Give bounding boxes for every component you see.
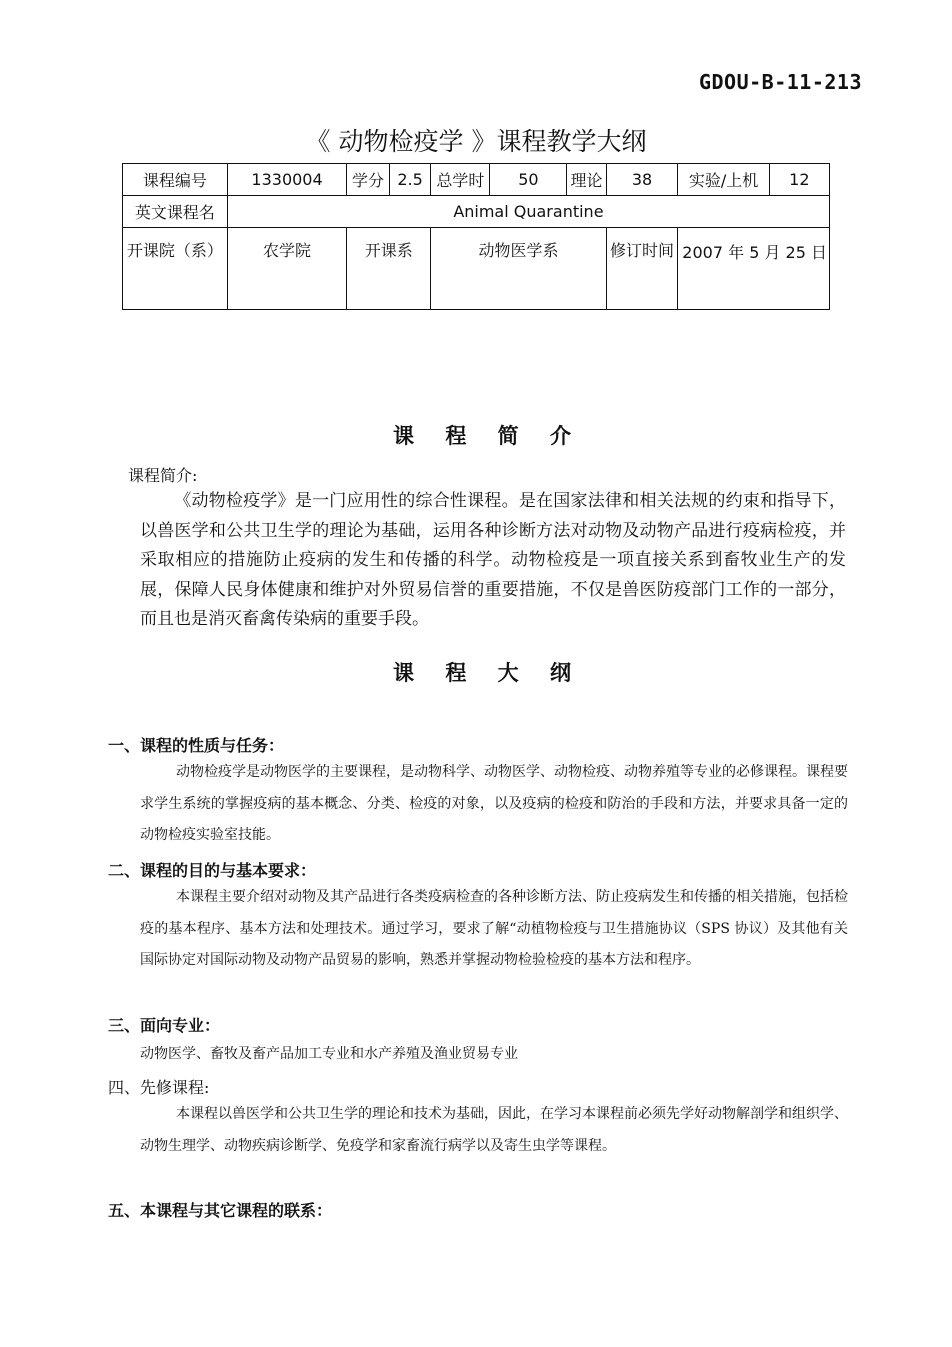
total-hours-label: 总学时 (431, 164, 490, 196)
outline-section-title: 课 程 大 纲 (393, 661, 583, 685)
outline-text-2-content: 本课程主要介绍对动物及其产品进行各类疫病检查的各种诊断方法、防止疫病发生和传播的相关措施，包括检疫的基本程序、基本方法和处理技术。通过学习，要求了解“动植物检疫与卫生措施协议（SPS 协议）及其他有关国际协定对国际动物及动物产品贸易的影响，熟悉并掌握动物检验检疫的基本方法和程序。 (140, 889, 848, 968)
document-code: GDOU-B-11-213 (698, 70, 862, 94)
intro-section-title: 课 程 简 介 (393, 424, 583, 448)
college-label: 开课院（系） (123, 228, 228, 310)
outline-heading-1: 一、课程的性质与任务： (108, 736, 285, 755)
outline-text-4-content: 本课程以兽医学和公共卫生学的理论和技术为基础，因此，在学习本课程前必须先学好动物解剖学和组织学、动物生理学、动物疾病诊断学、免疫学和家畜流行病学以及寄生虫学等课程。 (140, 1106, 848, 1154)
english-name-value: Animal Quarantine (227, 196, 829, 228)
outline-heading-5: 五、本课程与其它课程的联系： (108, 1201, 333, 1220)
theory-label: 理论 (567, 164, 606, 196)
intro-paragraph (140, 487, 846, 635)
theory-value: 38 (606, 164, 678, 196)
dept-value: 动物医学系 (431, 228, 606, 310)
revision-date: 2007 年 5 月 25 日 (678, 228, 830, 310)
outline-text-1 (140, 757, 848, 852)
outline-heading-3: 三、面向专业： (108, 1016, 221, 1035)
page-title: 《 动物检疫学 》课程教学大纲 (305, 127, 647, 156)
course-no-value: 1330004 (227, 164, 346, 196)
outline-text-2 (140, 882, 848, 977)
lab-label: 实验/上机 (678, 164, 769, 196)
english-name-label: 英文课程名 (123, 196, 228, 228)
college-value: 农学院 (227, 228, 346, 310)
outline-text-3: 动物医学、畜牧及畜产品加工专业和水产养殖及渔业贸易专业 (140, 1046, 518, 1062)
course-no-label: 课程编号 (123, 164, 228, 196)
course-info-table (122, 163, 830, 310)
outline-text-1-content: 动物检疫学是动物医学的主要课程，是动物科学、动物医学、动物检疫、动物养殖等专业的必修课程。课程要求学生系统的掌握疫病的基本概念、分类、检疫的对象，以及疫病的检疫和防治的手段和方法，并要求具备一定的动物检疫实验室技能。 (140, 764, 848, 843)
credit-value: 2.5 (389, 164, 431, 196)
outline-text-4 (140, 1099, 848, 1162)
lab-value: 12 (769, 164, 829, 196)
intro-text: 《动物检疫学》是一门应用性的综合性课程。是在国家法律和相关法规的约束和指导下，以兽医学和公共卫生学的理论为基础，运用各种诊断方法对动物及动物产品进行疫病检疫，并采取相应的措施防止疫病的发生和传播的科学。动物检疫是一项直接关系到畜牧业生产的发展，保障人民身体健康和维护对外贸易信誉的重要措施，不仅是兽医防疫部门工作的一部分，而且也是消灭畜禽传染病的重要手段。 (140, 491, 846, 629)
revision-label: 修订时间 (606, 228, 678, 310)
intro-label: 课程简介: (128, 466, 198, 485)
dept-label: 开课系 (347, 228, 431, 310)
outline-heading-2: 二、课程的目的与基本要求： (108, 861, 317, 880)
total-hours-value: 50 (490, 164, 567, 196)
credit-label: 学分 (347, 164, 390, 196)
outline-heading-4: 四、先修课程: (108, 1078, 210, 1097)
